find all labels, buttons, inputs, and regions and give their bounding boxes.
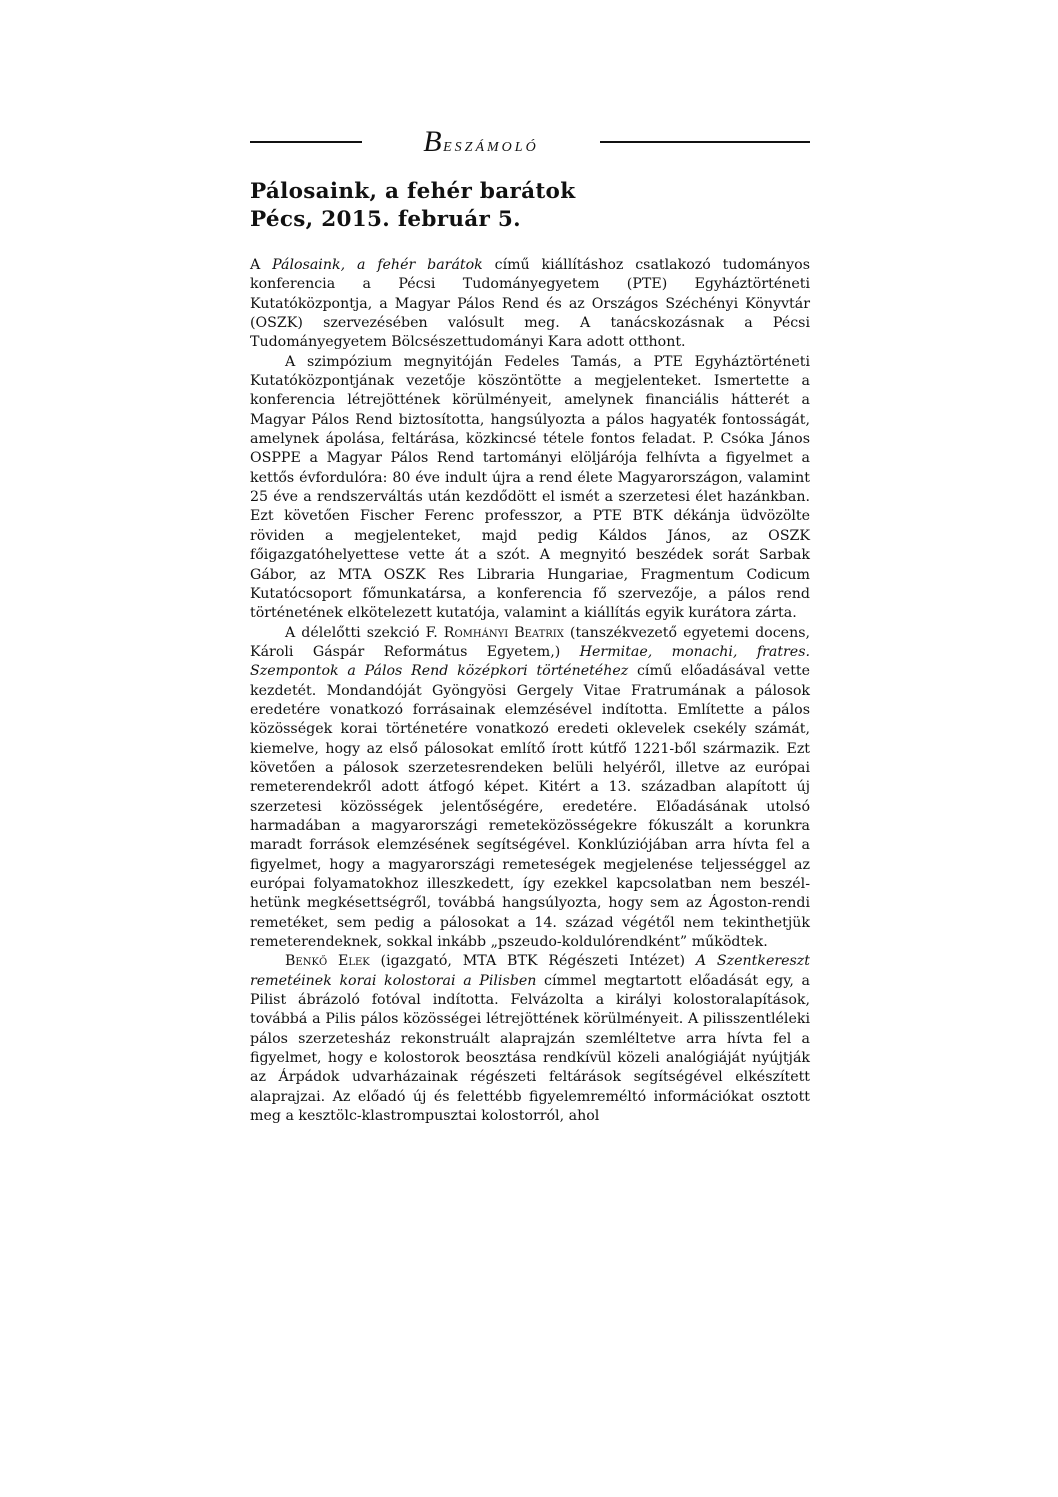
article-title-line-1: Pálosaink, a fehér barátok bbox=[250, 179, 576, 204]
p3-text-c: című előadásával vette kezdetét. Mondandóját Gyöngyösi Gergely Vitae Fratrumának a pálosok eredetére vonatkozó forrásainak elemzésével indította. Említette a pálos közösségek korai történetére vonatkozó eredeti oklevelek csekély számát, kiemelve, hogy az első pálosokat említő írott kútfő 1221-ből származik. Ezt követően a pálosok szerzetesrendeken belüli helyéről, illetve az európai remeterendekről adott átfogó képet. Kitért a 13. században alapított új szerzetesi közösségek jelentőségére, eredetére. Előadásának utolsó harmadában a magyarországi remeteközösségekre fókuszált a korunkra maradt források elemzésének segítségével. Konklúziójában arra hívta fel a figyelmet, hogy a magyarországi remeteségek megjelenése teljességgel az európai folyamatokhoz illeszkedett, így ezekkel kapcsolatban nem beszélhetünk megkésettségről, továbbá hangsúlyozta, hogy sem az Ágoston-rendi remetéket, sem pedig a pálosokat a 14. század végétől nem tekinthetjük remeterendeknek, sokkal inkább „pszeudo-koldulórendként” működtek. bbox=[250, 663, 810, 951]
p3-text-a: A délelőtti szekció F. bbox=[285, 624, 444, 641]
article-title bbox=[250, 178, 810, 234]
paragraph-3 bbox=[250, 624, 810, 953]
p3-text-b: (tanszékvezető egyetemi docens, Károli Gáspár Református Egyetem,) bbox=[250, 624, 810, 660]
p1-text-c: című kiállításhoz csatlakozó tudományos konferencia a Pécsi Tudományegyetem (PTE) Egyháztörténeti Kutatóközpontja, a Magyar Pálos Rend és az Országos Széchényi Könyvtár (OSZK) szervezésében valósult meg. A tanácskozásnak a Pécsi Tudományegyetem Bölcsészettudományi Kara adott otthont. bbox=[250, 257, 810, 351]
article-title-line-2: Pécs, 2015. február 5. bbox=[250, 207, 521, 232]
article-body bbox=[250, 256, 810, 1126]
page bbox=[250, 120, 810, 1126]
paragraph-2: A szimpózium megnyitóján Fedeles Tamás, a PTE Egyháztörténeti Kutatóközpontjának vezetője köszöntötte a megjelenteket. Ismertette a konferencia létrejöttének körülményeit, amelynek financiális hátterét a Magyar Pálos Rend biztosította, hangsúlyozta a pálos hagyaték fontosságát, amelynek ápolása, feltárása, közkincsé tétele fontos feladat. P. Csóka János OSPPE a Magyar Pálos Rend tartományi elöljárója felhívta a figyelmet a kettős évfordulóra: 80 éve indult újra a rend élete Magyarországon, valamint 25 éve a rendszerváltás után kezdődött el ismét a szerzetesi élet hazánkban. Ezt követően Fischer Ferenc professzor, a PTE BTK dékánja üdvözölte röviden a megjelenteket, majd pedig Káldos János, az OSZK főigazgatóhelyettese vette át a szót. A megnyitó beszédek sorát Sarbak Gábor, az MTA OSZK Res Libraria Hungariae, Fragmentum Codicum Kutatócsoport főmunkatársa, a konferencia fő szervezője, a pálos rend történetének elkötelezett kutatója, valamint a kiállítás egyik kurátora zárta. bbox=[250, 353, 810, 622]
section-title-initial: B bbox=[423, 125, 444, 158]
p4-text-a: (igazgató, MTA BTK Régészeti Intézet) bbox=[369, 953, 696, 970]
p3-talk-title: Hermitae, monachi, fratres. Szempontok a Pálos Rend középkori történetéhez bbox=[250, 643, 810, 680]
p4-text-b: címmel megtartott előadását egy, a Pilist ábrázoló fotóval indította. Felvázolta a királyi kolostoralapítások, továbbá a Pilis pálos közösségei létrejöttének körülményeit. A pilisszentléleki pálos szerzetesház rekonstruált alaprajzán szemléltetve arra hívta fel a figyelmet, hogy e kolostorok beosztása rendkívül közeli analógiáját nyújtják az Árpádok udvarházainak régészeti feltárások segítségével elkészített alaprajzai. Az előadó új és felettébb figyelemreméltó információkat osztott meg a kesztölc-klastrompusztai kolostorról, ahol bbox=[250, 972, 810, 1125]
header-rule-right bbox=[600, 141, 810, 143]
paragraph-4 bbox=[250, 952, 810, 1126]
p4-talk-title: A Szentkereszt remetéinek korai kolostorai a Pilisben bbox=[250, 953, 810, 989]
paragraph-1 bbox=[250, 256, 810, 353]
p4-speaker: Benkő Elek bbox=[285, 953, 370, 970]
section-title bbox=[423, 125, 538, 159]
section-header bbox=[250, 120, 810, 164]
header-rule-left bbox=[250, 141, 362, 143]
section-title-rest: eszámoló bbox=[443, 134, 539, 156]
p3-speaker: Romhányi Beatrix bbox=[443, 624, 564, 641]
p1-exhibition-title: Pálosaink, a fehér barátok bbox=[272, 257, 483, 273]
p1-text-a: A bbox=[250, 257, 273, 273]
